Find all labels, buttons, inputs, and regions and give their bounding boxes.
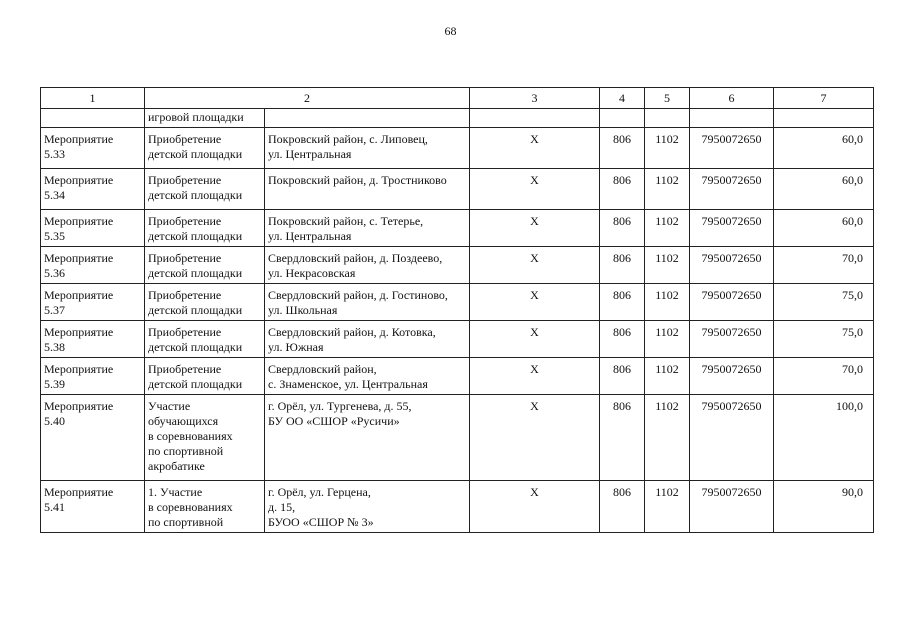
col4-cell: 806 bbox=[600, 169, 645, 210]
col3-cell: Х bbox=[470, 481, 600, 533]
header-col-6: 6 bbox=[690, 88, 774, 109]
amount-cell: 70,0 bbox=[774, 247, 874, 284]
amount-cell: 70,0 bbox=[774, 358, 874, 395]
continuation-row bbox=[41, 109, 874, 128]
col3-cell: Х bbox=[470, 395, 600, 481]
header-col-5: 5 bbox=[645, 88, 690, 109]
col5-cell: 1102 bbox=[645, 169, 690, 210]
amount-cell: 60,0 bbox=[774, 128, 874, 169]
amount-cell: 75,0 bbox=[774, 321, 874, 358]
name-cell: Приобретение детской площадки bbox=[145, 284, 265, 321]
name-cell: Участие обучающихся в соревнованиях по спортивной акробатике bbox=[145, 395, 265, 481]
col6-cell: 7950072650 bbox=[690, 284, 774, 321]
col3-cell: Х bbox=[470, 358, 600, 395]
col5-cell: 1102 bbox=[645, 128, 690, 169]
col6-cell: 7950072650 bbox=[690, 210, 774, 247]
col5-cell: 1102 bbox=[645, 395, 690, 481]
col6-cell: 7950072650 bbox=[690, 481, 774, 533]
header-col-3: 3 bbox=[470, 88, 600, 109]
col3-cell: Х bbox=[470, 128, 600, 169]
measure-cell: Мероприятие 5.38 bbox=[41, 321, 145, 358]
location-cell: Свердловский район, д. Гостиново, ул. Школьная bbox=[265, 284, 470, 321]
col4-cell: 806 bbox=[600, 358, 645, 395]
location-cell bbox=[265, 109, 470, 128]
col6-cell: 7950072650 bbox=[690, 321, 774, 358]
measure-cell: Мероприятие 5.36 bbox=[41, 247, 145, 284]
measure-cell bbox=[41, 109, 145, 128]
col3-cell: Х bbox=[470, 247, 600, 284]
col4-cell: 806 bbox=[600, 210, 645, 247]
table-row bbox=[41, 210, 874, 247]
location-cell: Покровский район, с. Липовец, ул. Центральная bbox=[265, 128, 470, 169]
col5-cell: 1102 bbox=[645, 247, 690, 284]
table-row bbox=[41, 358, 874, 395]
measure-cell: Мероприятие 5.34 bbox=[41, 169, 145, 210]
amount-cell: 90,0 bbox=[774, 481, 874, 533]
location-cell: г. Орёл, ул. Герцена, д. 15, БУОО «СШОР № 3» bbox=[265, 481, 470, 533]
name-cell: игровой площадки bbox=[145, 109, 265, 128]
name-cell: Приобретение детской площадки bbox=[145, 210, 265, 247]
col5-cell bbox=[645, 109, 690, 128]
measure-cell: Мероприятие 5.35 bbox=[41, 210, 145, 247]
col4-cell: 806 bbox=[600, 247, 645, 284]
col3-cell: Х bbox=[470, 284, 600, 321]
col6-cell: 7950072650 bbox=[690, 128, 774, 169]
col5-cell: 1102 bbox=[645, 210, 690, 247]
name-cell: Приобретение детской площадки bbox=[145, 169, 265, 210]
table-row bbox=[41, 247, 874, 284]
table-row bbox=[41, 169, 874, 210]
measure-cell: Мероприятие 5.33 bbox=[41, 128, 145, 169]
col5-cell: 1102 bbox=[645, 358, 690, 395]
location-cell: Покровский район, с. Тетерье, ул. Центральная bbox=[265, 210, 470, 247]
col6-cell: 7950072650 bbox=[690, 247, 774, 284]
col5-cell: 1102 bbox=[645, 284, 690, 321]
location-cell: Покровский район, д. Тростниково bbox=[265, 169, 470, 210]
amount-cell: 60,0 bbox=[774, 169, 874, 210]
name-cell: Приобретение детской площадки bbox=[145, 247, 265, 284]
name-cell: Приобретение детской площадки bbox=[145, 321, 265, 358]
name-cell: 1. Участие в соревнованиях по спортивной bbox=[145, 481, 265, 533]
table-row bbox=[41, 128, 874, 169]
col3-cell: Х bbox=[470, 321, 600, 358]
measure-cell: Мероприятие 5.39 bbox=[41, 358, 145, 395]
col6-cell: 7950072650 bbox=[690, 395, 774, 481]
amount-cell bbox=[774, 109, 874, 128]
table-row bbox=[41, 395, 874, 481]
col4-cell: 806 bbox=[600, 481, 645, 533]
measure-cell: Мероприятие 5.41 bbox=[41, 481, 145, 533]
amount-cell: 60,0 bbox=[774, 210, 874, 247]
col4-cell: 806 bbox=[600, 128, 645, 169]
col6-cell: 7950072650 bbox=[690, 358, 774, 395]
table-row bbox=[41, 284, 874, 321]
col4-cell bbox=[600, 109, 645, 128]
measure-cell: Мероприятие 5.40 bbox=[41, 395, 145, 481]
col4-cell: 806 bbox=[600, 395, 645, 481]
table-row bbox=[41, 481, 874, 533]
header-col-7: 7 bbox=[774, 88, 874, 109]
col5-cell: 1102 bbox=[645, 481, 690, 533]
header-col-2: 2 bbox=[145, 88, 470, 109]
header-col-1: 1 bbox=[41, 88, 145, 109]
col3-cell bbox=[470, 109, 600, 128]
amount-cell: 75,0 bbox=[774, 284, 874, 321]
col5-cell: 1102 bbox=[645, 321, 690, 358]
page-number: 68 bbox=[444, 24, 457, 38]
col6-cell bbox=[690, 109, 774, 128]
header-col-4: 4 bbox=[600, 88, 645, 109]
col4-cell: 806 bbox=[600, 321, 645, 358]
col3-cell: Х bbox=[470, 169, 600, 210]
location-cell: Свердловский район, с. Знаменское, ул. Центральная bbox=[265, 358, 470, 395]
header-row bbox=[41, 88, 874, 109]
measure-cell: Мероприятие 5.37 bbox=[41, 284, 145, 321]
name-cell: Приобретение детской площадки bbox=[145, 128, 265, 169]
table-row bbox=[41, 321, 874, 358]
location-cell: г. Орёл, ул. Тургенева, д. 55, БУ ОО «СШОР «Русичи» bbox=[265, 395, 470, 481]
col3-cell: Х bbox=[470, 210, 600, 247]
location-cell: Свердловский район, д. Котовка, ул. Южная bbox=[265, 321, 470, 358]
name-cell: Приобретение детской площадки bbox=[145, 358, 265, 395]
col6-cell: 7950072650 bbox=[690, 169, 774, 210]
measures-table bbox=[40, 87, 874, 533]
amount-cell: 100,0 bbox=[774, 395, 874, 481]
location-cell: Свердловский район, д. Поздеево, ул. Некрасовская bbox=[265, 247, 470, 284]
col4-cell: 806 bbox=[600, 284, 645, 321]
